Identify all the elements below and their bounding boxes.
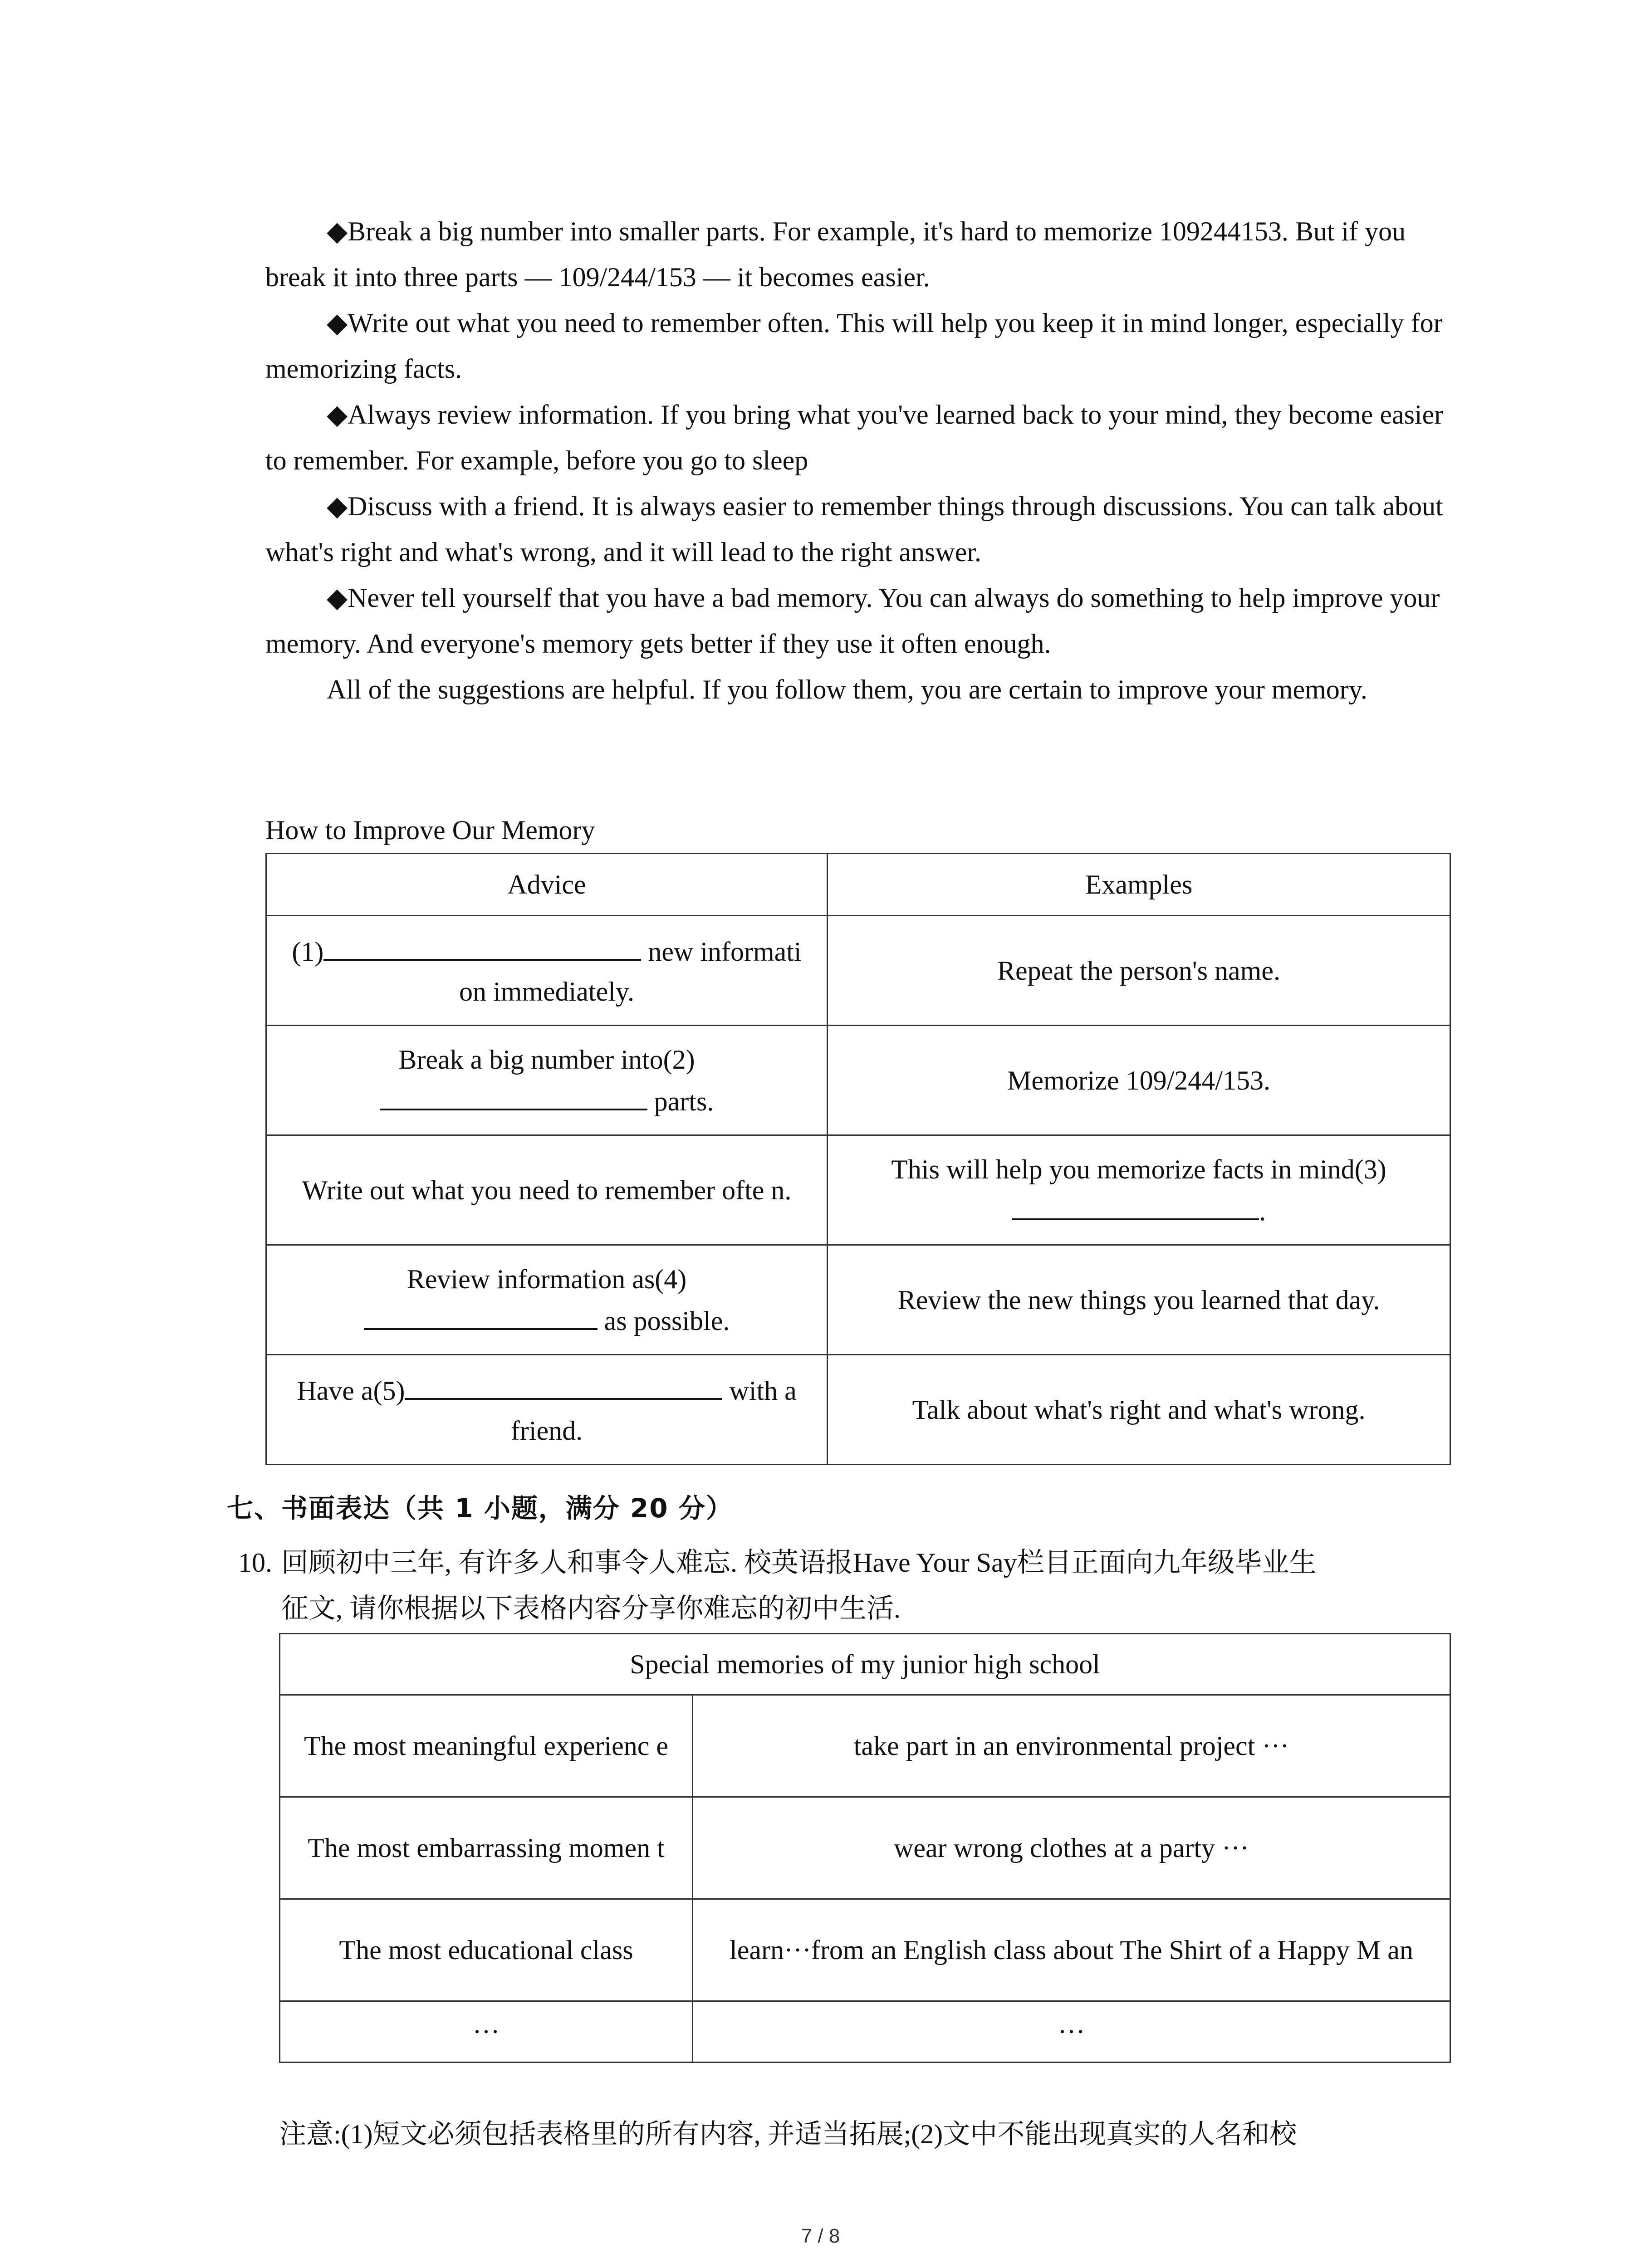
passage-paragraph-4 bbox=[265, 484, 1459, 575]
example-cell bbox=[828, 1135, 1450, 1245]
table-caption: How to Improve Our Memory bbox=[265, 815, 595, 845]
advice-text: with a friend. bbox=[510, 1375, 797, 1446]
paragraph-text: Never tell yourself that you have a bad memory. You can always do something to help improve your memory. And everyone's memory gets better if they use it often enough. bbox=[265, 583, 1440, 659]
answer-blank-5[interactable] bbox=[405, 1369, 722, 1400]
question-10 bbox=[238, 1540, 1463, 1632]
passage-paragraph-5 bbox=[265, 575, 1459, 667]
diamond-bullet-icon: ◆ bbox=[327, 400, 348, 430]
example-text: This will help you memorize facts in mind(3) bbox=[891, 1154, 1386, 1184]
header-examples: Examples bbox=[828, 854, 1450, 916]
passage-paragraph-3 bbox=[265, 392, 1459, 484]
passage-paragraph-2 bbox=[265, 300, 1459, 392]
table-row bbox=[266, 1026, 1450, 1135]
answer-blank-3[interactable] bbox=[1012, 1189, 1259, 1220]
advice-text: (1) bbox=[292, 936, 324, 967]
advice-cell: Write out what you need to remember ofte n. bbox=[266, 1135, 828, 1245]
table-row bbox=[266, 1355, 1450, 1465]
example-cell: Talk about what's right and what's wrong. bbox=[828, 1355, 1450, 1465]
paragraph-text: Break a big number into smaller parts. For example, it's hard to memorize 109244153. But if you break it into three parts — 109/244/153 — it becomes easier. bbox=[265, 216, 1406, 292]
advice-cell bbox=[266, 916, 828, 1026]
table-row bbox=[266, 916, 1450, 1026]
memory-content: learn···from an English class about The Shirt of a Happy M an bbox=[693, 1899, 1450, 2001]
paragraph-text: Write out what you need to remember often. This will help you keep it in mind longer, especially for memorizing facts. bbox=[265, 308, 1443, 384]
paragraph-text: Always review information. If you bring what you've learned back to your mind, they become easier to remember. For example, before you go to sleep bbox=[265, 400, 1444, 475]
memory-label: The most educational class bbox=[280, 1899, 693, 2001]
memory-content: ··· bbox=[693, 2001, 1450, 2063]
diamond-bullet-icon: ◆ bbox=[327, 308, 348, 338]
advice-cell bbox=[266, 1245, 828, 1355]
question-line-1: 回顾初中三年, 有许多人和事令人难忘. 校英语报Have Your Say栏目正面向九年级毕业生 bbox=[281, 1548, 1317, 1578]
writing-note: 注意:(1)短文必须包括表格里的所有内容, 并适当拓展;(2)文中不能出现真实的人名和校 bbox=[279, 2119, 1297, 2149]
section-title: 七、书面表达（共 1 小题，满分 20 分） bbox=[227, 1493, 733, 1524]
memory-advice-table bbox=[265, 853, 1451, 1465]
table-title: Special memories of my junior high school bbox=[280, 1634, 1450, 1695]
advice-text: as possible. bbox=[597, 1305, 730, 1336]
example-cell: Memorize 109/244/153. bbox=[828, 1026, 1450, 1135]
example-cell: Repeat the person's name. bbox=[828, 916, 1450, 1026]
page-number: 7 / 8 bbox=[801, 2225, 840, 2247]
memory-label: The most embarrassing momen t bbox=[280, 1797, 693, 1899]
memory-label: ··· bbox=[280, 2001, 693, 2063]
table-row bbox=[280, 1695, 1450, 1797]
paragraph-text: All of the suggestions are helpful. If you follow them, you are certain to improve your memory. bbox=[327, 675, 1367, 704]
table-row bbox=[280, 1797, 1450, 1899]
table-header-row bbox=[266, 854, 1450, 916]
memory-content: wear wrong clothes at a party ··· bbox=[693, 1797, 1450, 1899]
advice-text: parts. bbox=[647, 1086, 714, 1116]
memory-label: The most meaningful experienc e bbox=[280, 1695, 693, 1797]
answer-blank-2[interactable] bbox=[380, 1080, 647, 1110]
passage-paragraph-1 bbox=[265, 209, 1459, 300]
advice-cell bbox=[266, 1355, 828, 1465]
header-advice: Advice bbox=[266, 854, 828, 916]
special-memories-table bbox=[279, 1633, 1451, 2063]
diamond-bullet-icon: ◆ bbox=[327, 216, 348, 246]
example-cell: Review the new things you learned that day. bbox=[828, 1245, 1450, 1355]
question-number: 10. bbox=[238, 1548, 272, 1578]
passage-conclusion bbox=[265, 667, 1459, 713]
advice-text: new informati on immediately. bbox=[459, 936, 802, 1007]
answer-blank-4[interactable] bbox=[364, 1299, 598, 1330]
memory-content: take part in an environmental project ··· bbox=[693, 1695, 1450, 1797]
table-row bbox=[266, 1135, 1450, 1245]
advice-text: Review information as(4) bbox=[407, 1264, 687, 1294]
advice-text: Break a big number into(2) bbox=[398, 1044, 695, 1075]
advice-cell bbox=[266, 1026, 828, 1135]
table-row bbox=[266, 1245, 1450, 1355]
table-row bbox=[280, 1899, 1450, 2001]
diamond-bullet-icon: ◆ bbox=[327, 583, 348, 613]
example-text: . bbox=[1259, 1196, 1266, 1226]
diamond-bullet-icon: ◆ bbox=[327, 491, 348, 521]
question-line-2: 征文, 请你根据以下表格内容分享你难忘的初中生活. bbox=[281, 1593, 901, 1623]
answer-blank-1[interactable] bbox=[323, 930, 641, 961]
table-title-row bbox=[280, 1634, 1450, 1695]
table-row bbox=[280, 2001, 1450, 2063]
advice-text: Have a(5) bbox=[297, 1375, 405, 1406]
paragraph-text: Discuss with a friend. It is always easier to remember things through discussions. You can talk about what's right and what's wrong, and it will lead to the right answer. bbox=[265, 491, 1443, 567]
